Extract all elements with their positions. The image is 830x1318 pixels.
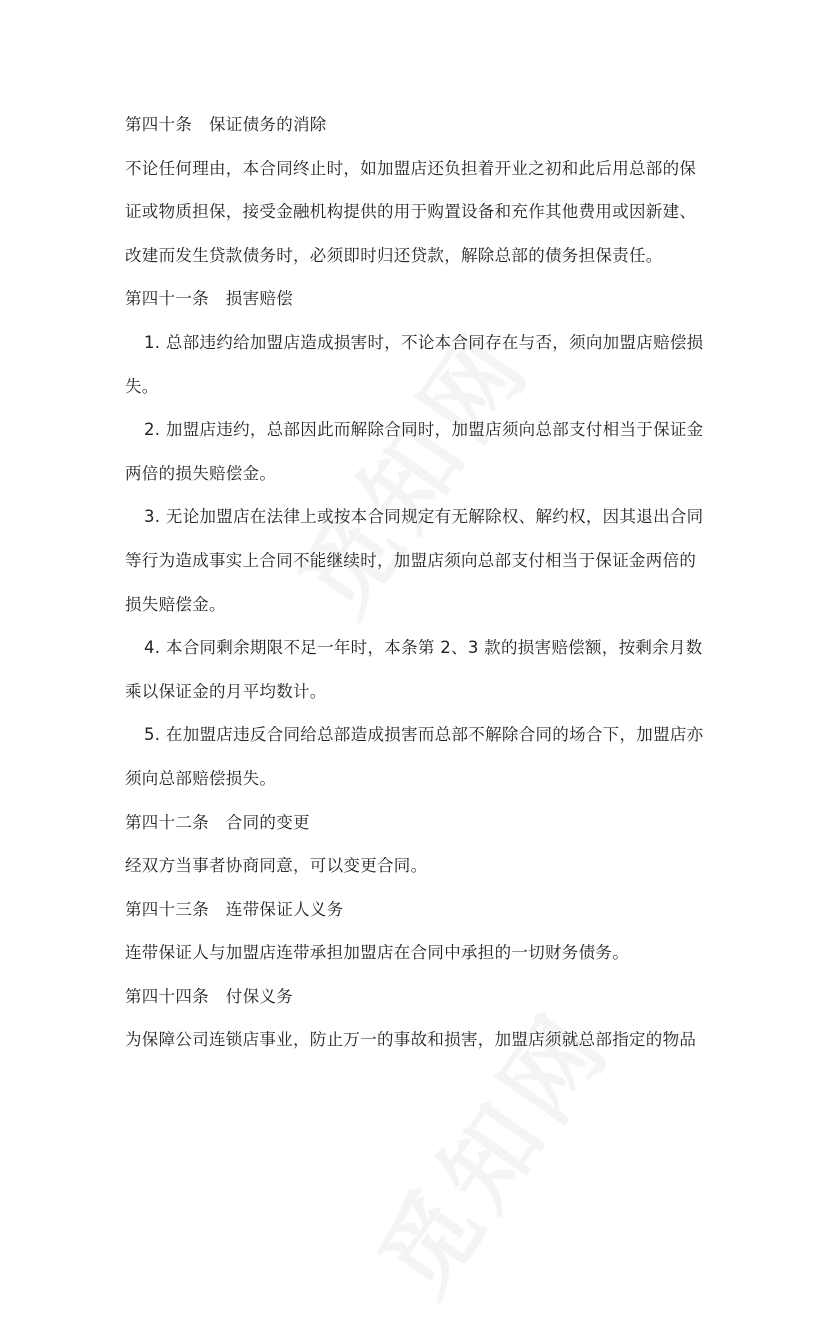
article-heading (125, 806, 725, 850)
text-line: 证或物质担保，接受金融机构提供的用于购置设备和充作其他费用或因新建、 (125, 202, 697, 222)
text-line: 5. 在加盟店违反合同给总部造成损害而总部不解除合同的场合下，加盟店亦 (144, 725, 704, 745)
article-heading (125, 108, 725, 152)
list-item (125, 718, 725, 805)
text-line: 改建而发生贷款债务时，必须即时归还贷款，解除总部的债务担保责任。 (125, 245, 663, 265)
paragraph (125, 849, 725, 893)
paragraph (125, 936, 725, 980)
text-line: 等行为造成事实上合同不能继续时，加盟店须向总部支付相当于保证金两倍的 (125, 550, 697, 570)
text-line: 第四十条 保证债务的消除 (125, 115, 327, 134)
text-line: 两倍的损失赔偿金。 (125, 463, 277, 483)
text-line: 第四十三条 连带保证人义务 (125, 899, 344, 919)
text-line: 经双方当事者协商同意，可以变更合同。 (125, 856, 428, 876)
text-line: 连带保证人与加盟店连带承担加盟店在合同中承担的一切财务债务。 (125, 943, 629, 963)
article-heading (125, 282, 725, 326)
text-line: 4. 本合同剩余期限不足一年时，本条第 2、3 款的损害赔偿额，按剩余月数 (144, 638, 703, 658)
paragraph (125, 152, 725, 283)
text-line: 第四十一条 损害赔偿 (125, 289, 293, 309)
text-line: 第四十四条 付保义务 (125, 986, 293, 1006)
list-item (125, 500, 725, 631)
document-body (125, 108, 725, 1067)
text-line: 损失赔偿金。 (125, 594, 226, 614)
text-line: 3. 无论加盟店在法律上或按本合同规定有无解除权、解约权，因其退出合同 (144, 507, 704, 527)
text-line: 2. 加盟店违约，总部因此而解除合同时，加盟店须向总部支付相当于保证金 (144, 420, 704, 440)
text-line: 第四十二条 合同的变更 (125, 812, 310, 832)
list-item (125, 326, 725, 413)
text-line: 为保障公司连锁店事业，防止万一的事故和损害，加盟店须就总部指定的物品 (125, 1030, 697, 1050)
list-item (125, 413, 725, 500)
text-line: 失。 (125, 376, 159, 396)
article-heading (125, 893, 725, 937)
text-line: 乘以保证金的月平均数计。 (125, 681, 327, 701)
article-heading (125, 980, 725, 1024)
paragraph (125, 1023, 725, 1067)
text-line: 须向总部赔偿损失。 (125, 768, 277, 788)
text-line: 不论任何理由，本合同终止时，如加盟店还负担着开业之初和此后用总部的保 (125, 158, 697, 178)
list-item (125, 631, 725, 718)
text-line: 1. 总部违约给加盟店造成损害时，不论本合同存在与否，须向加盟店赔偿损 (144, 332, 704, 352)
